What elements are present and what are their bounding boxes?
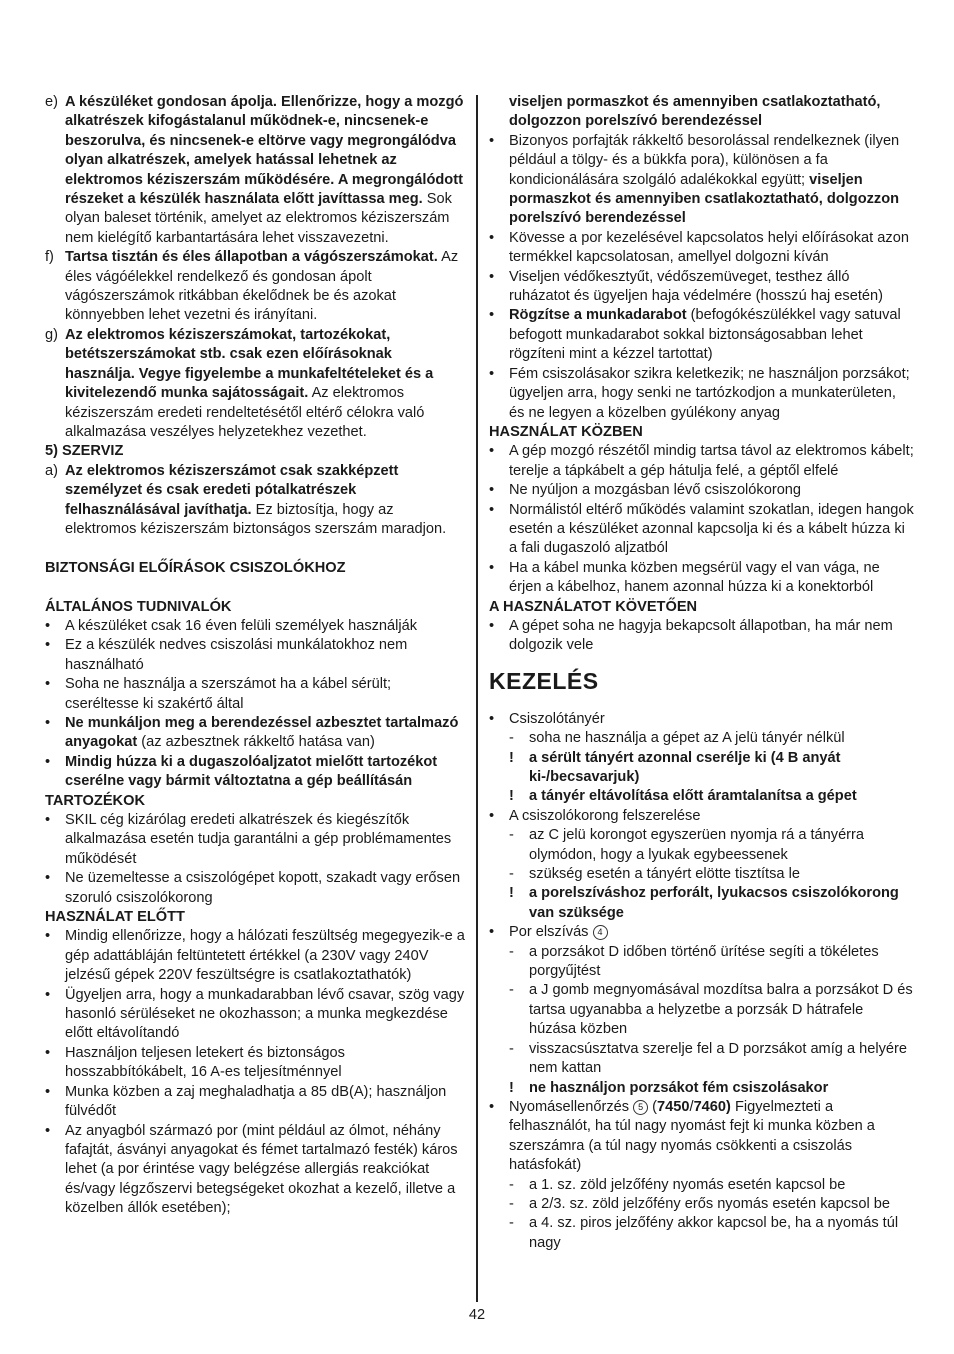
bullet-item — [45, 753, 465, 792]
bullet-item — [489, 710, 914, 729]
column-divider — [476, 95, 478, 1302]
list-marker: • — [489, 501, 495, 518]
bullet-item — [45, 869, 465, 908]
bullet-item — [45, 1083, 465, 1122]
bold-text: Az elektromos kéziszerszámot csak szakképzett személyzet és csak eredeti pótalkatrészek felhasználásával javíthatja. — [65, 462, 399, 518]
bold-text: 7450 — [657, 1098, 690, 1115]
text: Normálistól eltérő működés valamint szokatlan, idegen hangok esetén a készüléket azonnal kapcsolja ki és a kábelt húzza ki a fali dugaszoló aljzatból — [509, 501, 914, 557]
bullet-item — [45, 617, 465, 636]
text: Az elektromos kéziszerszám eredeti rendeltetésétől eltérő célokra való alkalmazása veszélyes helyzetekhez vezethet. — [65, 385, 425, 440]
dash-item — [489, 826, 914, 865]
list-marker: ! — [509, 749, 514, 766]
section-heading: HASZNÁLAT ELŐTT — [45, 909, 185, 926]
list-marker: a) — [45, 462, 58, 479]
list-marker: • — [45, 1044, 51, 1061]
bullet-item — [45, 675, 465, 714]
list-marker: e) — [45, 94, 58, 110]
text: Mindig ellenőrizze, hogy a hálózati feszültség megegyezik-e a gép adattábláján feltüntetett értékkel (a 230V vagy 240V jelzésű gépek 220V feszültségre is csatlakoztathatók) — [65, 928, 465, 984]
list-marker: ! — [509, 885, 514, 902]
figure-reference: 4 — [593, 925, 608, 940]
list-marker: • — [45, 928, 51, 945]
list-marker: • — [489, 710, 495, 727]
list-marker: • — [45, 753, 51, 770]
bold-text: Mindig húzza ki a dugaszolóaljzatot mielőtt tartozékot cserélne vagy bármit változtatna a gép beállításán — [65, 753, 438, 790]
list-marker: • — [489, 1098, 495, 1115]
text: Ez biztosítja, hogy az elektromos kéziszerszám biztonságos szerszám maradjon. — [65, 501, 447, 537]
bold-text: a sérült tányért azonnal cserélje ki — [529, 749, 767, 766]
section-heading: TARTOZÉKOK — [45, 792, 145, 809]
list-marker: • — [489, 617, 495, 634]
text: Ez a készülék nedves csiszolási munkálatokhoz nem használható — [65, 637, 408, 673]
text: (befogókészülékkel vagy satuval befogott munkadarabot sokkal biztonságosabban lehet rögzíteni mint a kézzel tartottat) — [509, 307, 901, 363]
figure-reference: 5 — [633, 1100, 648, 1115]
bang-item — [489, 1079, 914, 1098]
lettered-item — [45, 248, 465, 326]
dash-item — [489, 1195, 914, 1214]
text: / — [689, 1098, 694, 1115]
dash-item — [489, 1176, 914, 1195]
bold-text: a tányér eltávolítása előtt áramtalanítsa a gépet — [529, 788, 857, 805]
dash-item — [489, 1214, 914, 1253]
page-number: 42 — [468, 1307, 486, 1323]
text: Csiszolótányér — [509, 710, 605, 727]
text: ( — [648, 1098, 658, 1115]
list-marker: • — [45, 986, 51, 1003]
list-marker: - — [509, 1195, 514, 1212]
section-heading: ÁLTALÁNOS TUDNIVALÓK — [45, 598, 232, 615]
list-marker: • — [489, 307, 495, 324]
bullet-item — [45, 636, 465, 675]
list-marker: - — [509, 866, 514, 883]
paragraph — [489, 93, 914, 132]
bullet-item — [489, 306, 914, 364]
bullet-item — [489, 229, 914, 268]
text: Por elszívás — [509, 924, 593, 941]
bold-text: Ne munkáljon meg a berendezéssel azbesztet tartalmazó anyagokat — [65, 714, 459, 751]
lettered-item — [45, 93, 465, 248]
lettered-item — [45, 326, 465, 442]
text: Bizonyos porfajták rákkeltő besorolással rendelkeznek (ilyen például a tölgy- és a bükkfa pora), különösen a fa kondicionálására szolgáló adalékokkal együtt; — [509, 132, 900, 188]
bullet-item — [489, 923, 914, 942]
bullet-item — [45, 811, 465, 869]
list-marker: • — [489, 132, 495, 149]
list-marker: • — [489, 365, 495, 382]
list-marker: • — [45, 617, 51, 634]
list-marker: • — [489, 268, 495, 285]
text: soha ne használja a gépet az A jelü tányér nélkül — [529, 730, 845, 747]
dash-item — [489, 1040, 914, 1079]
text: A gép mozgó részétől mindig tartsa távol az elektromos kábelt; terelje a tápkábelt a gép hátulja felé, a géptől elfelé — [509, 443, 914, 479]
list-marker: • — [489, 482, 495, 499]
list-marker: - — [509, 827, 514, 844]
list-marker: • — [45, 714, 51, 731]
bold-text: Rögzítse a munkadarabot — [509, 307, 687, 324]
text: Figyelmezteti a felhasználót, ha túl nagy nyomást fejt ki munka közben a szerszámra (a túl nagy nyomás csökkenti a csiszolás hatásfokát) — [509, 1098, 875, 1174]
list-marker: ! — [509, 788, 514, 805]
text: Viseljen védőkesztyűt, védőszemüveget, testhez álló ruházatot és ügyeljen haja védelmére (hosszú haj esetén) — [509, 268, 883, 305]
list-marker: • — [489, 924, 495, 941]
text: (4 B anyát ki-/becsavarjuk) — [529, 749, 841, 785]
text: Ne nyúljon a mozgásban lévő csiszolókorong — [509, 482, 802, 499]
section-title: KEZELÉS — [489, 667, 599, 694]
bold-text: viseljen pormaszkot és amennyiben csatlakoztatható, dolgozzon porelszívó berendezéssel — [509, 94, 881, 130]
bullet-item — [489, 617, 914, 656]
section-heading: BIZTONSÁGI ELŐÍRÁSOK CSISZOLÓKHOZ — [45, 559, 346, 576]
bullet-item — [489, 365, 914, 423]
bullet-item — [489, 501, 914, 559]
dash-item — [489, 943, 914, 982]
list-marker: - — [509, 943, 514, 960]
list-marker: - — [509, 1215, 514, 1232]
section-heading: A HASZNÁLATOT KÖVETŐEN — [489, 598, 698, 615]
text: A gépet soha ne hagyja bekapcsolt állapotban, ha már nem dolgozik vele — [509, 617, 893, 654]
text: Nyomásellenőrzés — [509, 1098, 634, 1115]
right-column — [489, 93, 914, 1253]
text: Sok olyan baleset történik, amelyet az elektromos kéziszerszám nem kielégítő karbantartására lehet visszavezetni. — [65, 191, 452, 246]
text: A készüléket csak 16 éven felüli személyek használják — [65, 617, 418, 634]
text: Használjon teljesen letekert és biztonságos hosszabbítókábelt, 16 A-es teljesítménnyel — [65, 1044, 345, 1081]
text: Ne üzemeltesse a csiszológépet kopott, szakadt vagy erősen szoruló csiszolókorong — [65, 870, 461, 906]
left-column — [45, 93, 465, 1219]
text: Kövesse a por kezelésével kapcsolatos helyi előírásokat azon termékkel kapcsolatosan, amellyel dolgozni kíván — [509, 229, 909, 266]
bold-text: Az elektromos kéziszerszámokat, tartozékokat, betétszerszámokat stb. csak ezen előírásoknak használja. Vegye figyelembe a munkafeltételeket és a kivitelezendő munka sajátosságait. — [65, 326, 434, 402]
text: Munka közben a zaj meghaladhatja a 85 dB(A); használjon fülvédőt — [65, 1083, 447, 1120]
list-marker: g) — [45, 326, 58, 343]
list-marker: • — [45, 812, 51, 828]
bold-text: viseljen pormaszkot és amennyiben csatlakoztatható, dolgozzon porelszívó berendezéssel — [509, 171, 900, 227]
text: Ügyeljen arra, hogy a munkadarabban lévő csavar, szög vagy hasonló sérüléseket ne okozhasson; a munka megkezdése előtt eltávolítandó — [65, 986, 465, 1042]
bullet-item — [45, 714, 465, 753]
list-marker: - — [509, 982, 514, 999]
bang-item — [489, 884, 914, 923]
section-heading: 5) SZERVIZ — [45, 443, 124, 460]
text: szükség esetén a tányért elötte tisztítsa le — [529, 866, 800, 883]
bullet-item — [489, 481, 914, 500]
list-marker: - — [509, 1176, 514, 1193]
text: Fém csiszolásakor szikra keletkezik; ne használjon porzsákot; ügyeljen arra, hogy senki ne tartózkodjon a munkaterületen, és ne legyen a közelben gyúlékony anyag — [509, 365, 910, 421]
spacer — [45, 539, 465, 558]
text: Az anyagból származó por (mint például az ólmot, néhány fafajtát, ásványi anyagokat és fémet tartalmazó festék) káros lehet (a por érintése vagy belégzése allergiás reakciókat és/vagy légzőszervi betegségeket okozhat a kezelő, illetve a közelben állók esetében); — [65, 1122, 458, 1217]
list-marker: f) — [45, 249, 54, 266]
section-heading: HASZNÁLAT KÖZBEN — [489, 423, 643, 440]
list-marker: - — [509, 730, 514, 747]
text: Ha a kábel munka közben megsérül vagy el van vága, ne érjen a kábelhoz, hanem azonnal húzza ki a konektorból — [509, 559, 880, 596]
bullet-item — [489, 559, 914, 598]
text: visszacsúsztatva szerelje fel a D porzsákot amíg a helyére nem kattan — [529, 1040, 907, 1077]
bold-text: 7460) — [693, 1098, 731, 1115]
list-marker: • — [489, 559, 495, 576]
dash-item — [489, 981, 914, 1039]
list-marker: • — [45, 1122, 51, 1139]
list-marker: • — [45, 637, 51, 654]
spacer — [45, 578, 465, 597]
list-marker: • — [45, 1083, 51, 1100]
bullet-item — [45, 1044, 465, 1083]
list-marker: • — [45, 676, 51, 693]
lettered-item — [45, 462, 465, 540]
bold-text: a porelszíváshoz perforált, lyukacsos csiszolókorong van szüksége — [529, 885, 899, 921]
text: a J gomb megnyomásával mozdítsa balra a porzsákot D és tartsa ugyanabba a helyzetbe a porzsák D hátrafele húzása közben — [529, 982, 913, 1038]
dash-item — [489, 865, 914, 884]
bullet-item — [45, 927, 465, 985]
text: (az azbesztnek rákkeltő hatása van) — [137, 734, 375, 751]
text: Soha ne használja a szerszámot ha a kábel sérült; cseréltesse ki szakértő által — [65, 676, 392, 712]
bang-item — [489, 787, 914, 806]
list-marker: • — [489, 443, 495, 460]
text: Az éles vágóélekkel rendelkező és gondosan ápolt vágószerszámok ritkábban ékelődnek be és azokat könnyebben lehet vezetni és irányítani. — [65, 249, 459, 324]
bullet-item — [489, 268, 914, 307]
text: SKIL cég kizárólag eredeti alkatrészek és kiegészítők alkalmazása esetén tudja garantálni a gép problémamentes működését — [65, 812, 452, 867]
text: a porzsákot D időben történő ürítése segíti a tökéletes porgyűjtést — [529, 943, 879, 980]
bullet-item — [489, 132, 914, 229]
text: a 1. sz. zöld jelzőfény nyomás esetén kapcsol be — [529, 1176, 846, 1193]
list-marker: • — [45, 870, 51, 887]
text: A csiszolókorong felszerelése — [509, 807, 701, 824]
list-marker: ! — [509, 1079, 514, 1096]
bullet-item — [45, 986, 465, 1044]
list-marker: • — [489, 229, 495, 246]
list-marker: • — [489, 807, 495, 824]
bullet-item — [489, 807, 914, 826]
bullet-item — [489, 442, 914, 481]
text: a 2/3. sz. zöld jelzőfény erős nyomás esetén kapcsol be — [529, 1195, 890, 1212]
bold-text: Tartsa tisztán és éles állapotban a vágószerszámokat. — [65, 249, 438, 266]
text: a 4. sz. piros jelzőfény akkor kapcsol be, ha a nyomás túl nagy — [529, 1215, 899, 1251]
bold-text: A készüléket gondosan ápolja. Ellenőrizze, hogy a mozgó alkatrészek kifogástalanul működnek-e, nincsenek-e beszorulva, és nincsenek-e eltörve vagy megrongálódva olyan alkatrészek, amelyek hatással lehetnek az elektromos kéziszerszám működésére. A megrongálódott részeket a készülék használata előtt javíttassa meg. — [65, 94, 464, 208]
list-marker: - — [509, 1040, 514, 1057]
bold-text: ne használjon porzsákot fém csiszolásakor — [529, 1079, 829, 1096]
text: az C jelü korongot egyszerüen nyomja rá a tányérra olymódon, hogy a lyukak egybeessenek — [529, 827, 865, 863]
bang-item — [489, 749, 914, 788]
bullet-item — [489, 1098, 914, 1176]
dash-item — [489, 729, 914, 748]
bullet-item — [45, 1122, 465, 1219]
